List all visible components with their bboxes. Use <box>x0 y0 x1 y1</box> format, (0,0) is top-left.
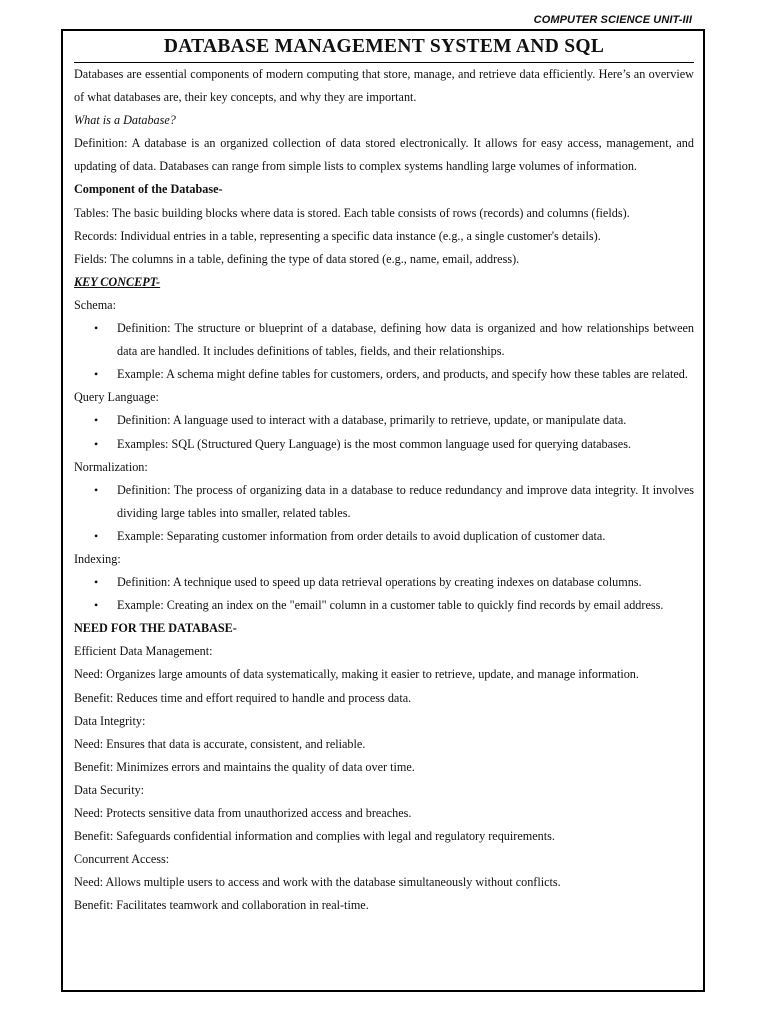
need-text: Need: Ensures that data is accurate, consistent, and reliable. <box>74 736 366 751</box>
benefit-text: Benefit: Minimizes errors and maintains the quality of data over time. <box>74 759 415 774</box>
need-name-efficient-data-management: Efficient Data Management: <box>74 644 213 659</box>
benefit-text: Benefit: Reduces time and effort required to handle and process data. <box>74 690 412 705</box>
document-content <box>74 33 694 917</box>
components-heading: Component of the Database- <box>74 182 223 197</box>
component-tables: Tables: The basic building blocks where data is stored. Each table consists of rows (records) and columns (fields). <box>74 205 630 220</box>
list-item: • Definition: The process of organizing data in a database to reduce redundancy and improve data integrity. It involves dividing large tables into smaller, related tables. <box>74 479 694 525</box>
concept-name-indexing: Indexing: <box>74 551 121 566</box>
bullet-icon: • <box>94 367 99 382</box>
intro-paragraph: Databases are essential components of modern computing that store, manage, and retrieve data efficiently. Here’s an overview of what databases are, their key concepts, and why they are important. <box>74 67 694 105</box>
concept-name-schema: Schema: <box>74 297 116 312</box>
concept-list-indexing <box>74 571 694 617</box>
list-item: • Example: A schema might define tables for customers, orders, and products, and specify how these tables are related. <box>74 363 694 386</box>
benefit-text: Benefit: Safeguards confidential information and complies with legal and regulatory requirements. <box>74 829 555 844</box>
page-title: DATABASE MANAGEMENT SYSTEM AND SQL <box>74 33 694 63</box>
bullet-icon: • <box>94 598 99 613</box>
unit-header-note: COMPUTER SCIENCE UNIT-III <box>533 14 692 26</box>
key-concept-heading: KEY CONCEPT- <box>74 274 161 289</box>
concept-name-normalization: Normalization: <box>74 459 148 474</box>
bullet-icon: • <box>94 413 99 428</box>
need-name-data-integrity: Data Integrity: <box>74 713 146 728</box>
list-item: • Example: Creating an index on the "email" column in a customer table to quickly find records by email address. <box>74 594 694 617</box>
concept-list-query-language <box>74 409 694 455</box>
bullet-icon: • <box>94 482 99 497</box>
concept-list-schema <box>74 317 694 386</box>
component-fields: Fields: The columns in a table, defining the type of data stored (e.g., name, email, address). <box>74 251 520 266</box>
bullet-icon: • <box>94 321 99 336</box>
bullet-icon: • <box>94 436 99 451</box>
need-name-data-security: Data Security: <box>74 782 145 797</box>
bullet-icon: • <box>94 528 99 543</box>
need-text: Need: Protects sensitive data from unauthorized access and breaches. <box>74 806 412 820</box>
concept-name-query-language: Query Language: <box>74 390 159 405</box>
component-records: Records: Individual entries in a table, representing a specific data instance (e.g., a single customer's details). <box>74 228 601 243</box>
list-item: • Definition: A language used to interact with a database, primarily to retrieve, update, or manipulate data. <box>74 409 694 432</box>
definition-paragraph: Definition: A database is an organized collection of data stored electronically. It allows for easy access, management, and updating of data. Databases can range from simple lists to complex systems handling large volumes of information. <box>74 136 694 174</box>
concept-list-normalization <box>74 479 694 548</box>
need-name-concurrent-access: Concurrent Access: <box>74 852 170 867</box>
need-text: Need: Allows multiple users to access and work with the database simultaneously without conflicts. <box>74 875 561 890</box>
need-text: Need: Organizes large amounts of data systematically, making it easier to retrieve, update, and manage information. <box>74 667 639 682</box>
benefit-text: Benefit: Facilitates teamwork and collaboration in real-time. <box>74 898 369 913</box>
list-item: • Definition: The structure or blueprint of a database, defining how data is organized and how relationships between data are handled. It includes definitions of tables, fields, and their relationships. <box>74 317 694 363</box>
list-item: • Example: Separating customer information from order details to avoid duplication of customer data. <box>74 525 694 548</box>
list-item: • Definition: A technique used to speed up data retrieval operations by creating indexes on database columns. <box>74 571 694 594</box>
list-item: • Examples: SQL (Structured Query Language) is the most common language used for querying databases. <box>74 433 694 456</box>
bullet-icon: • <box>94 575 99 590</box>
what-is-heading: What is a Database? <box>74 113 176 128</box>
need-heading: NEED FOR THE DATABASE- <box>74 621 237 636</box>
